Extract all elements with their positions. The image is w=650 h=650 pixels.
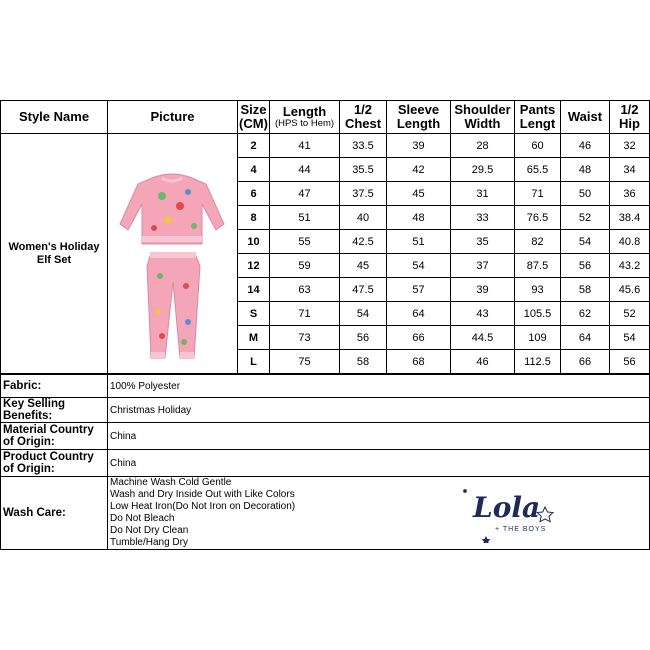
sleeve-length-cell: 68 <box>387 350 451 374</box>
lola-logo <box>459 483 569 543</box>
pants-length-cell: 109 <box>515 326 561 350</box>
hip-cell: 32 <box>610 134 650 158</box>
length-cell: 71 <box>270 302 340 326</box>
sleeve-length-cell: 51 <box>387 230 451 254</box>
length-cell: 73 <box>270 326 340 350</box>
sleeve-length-cell: 39 <box>387 134 451 158</box>
product-origin-row <box>1 450 650 477</box>
shoulder-width-cell: 37 <box>451 254 515 278</box>
waist-cell: 46 <box>561 134 610 158</box>
header-hip: 1/2 Hip <box>610 101 650 134</box>
shoulder-width-cell: 35 <box>451 230 515 254</box>
waist-cell: 66 <box>561 350 610 374</box>
material-origin-value: China <box>108 423 650 450</box>
pants-image <box>147 252 200 358</box>
product-origin-value: China <box>108 450 650 477</box>
key-selling-benefits-label: Key Selling Benefits: <box>1 398 108 423</box>
fabric-value: 100% Polyester <box>108 375 650 398</box>
pants-length-cell: 87.5 <box>515 254 561 278</box>
chest-cell: 35.5 <box>340 158 387 182</box>
logo-tagline: + THE BOYS <box>495 526 547 533</box>
length-cell: 55 <box>270 230 340 254</box>
hip-cell: 38.4 <box>610 206 650 230</box>
sweatshirt-image <box>120 174 224 244</box>
length-cell: 75 <box>270 350 340 374</box>
shoulder-width-cell: 31 <box>451 182 515 206</box>
pants-length-cell: 71 <box>515 182 561 206</box>
length-cell: 51 <box>270 206 340 230</box>
pants-length-cell: 82 <box>515 230 561 254</box>
logo-word: Lola <box>473 491 541 524</box>
header-chest: 1/2 Chest <box>340 101 387 134</box>
shoulder-width-cell: 33 <box>451 206 515 230</box>
length-cell: 47 <box>270 182 340 206</box>
sleeve-length-cell: 48 <box>387 206 451 230</box>
size-chart-sheet <box>0 100 649 550</box>
pajama-set-image <box>108 136 236 366</box>
size-rows <box>1 134 650 374</box>
product-details-table <box>0 374 650 550</box>
header-sleeve-length: Sleeve Length <box>387 101 451 134</box>
length-cell: 44 <box>270 158 340 182</box>
size-cell: 12 <box>238 254 270 278</box>
hip-cell: 56 <box>610 350 650 374</box>
hip-cell: 52 <box>610 302 650 326</box>
wash-care-row <box>1 477 650 550</box>
wash-care-item: Do Not Bleach <box>110 513 175 524</box>
material-origin-row <box>1 423 650 450</box>
wash-care-item: Do Not Dry Clean <box>110 525 189 536</box>
size-cell: 4 <box>238 158 270 182</box>
fabric-row <box>1 375 650 398</box>
header-waist: Waist <box>561 101 610 134</box>
sleeve-length-cell: 57 <box>387 278 451 302</box>
hip-cell: 40.8 <box>610 230 650 254</box>
size-row <box>1 134 650 158</box>
waist-cell: 52 <box>561 206 610 230</box>
shoulder-width-cell: 44.5 <box>451 326 515 350</box>
pants-length-cell: 65.5 <box>515 158 561 182</box>
product-picture-cell <box>108 134 238 374</box>
header-picture: Picture <box>108 101 238 134</box>
pants-length-cell: 93 <box>515 278 561 302</box>
chest-cell: 37.5 <box>340 182 387 206</box>
shoulder-width-cell: 43 <box>451 302 515 326</box>
chest-cell: 42.5 <box>340 230 387 254</box>
chest-cell: 45 <box>340 254 387 278</box>
chest-cell: 56 <box>340 326 387 350</box>
sleeve-length-cell: 42 <box>387 158 451 182</box>
size-cell: 10 <box>238 230 270 254</box>
small-star-icon <box>482 536 491 543</box>
size-cell: M <box>238 326 270 350</box>
pants-length-cell: 60 <box>515 134 561 158</box>
size-cell: 8 <box>238 206 270 230</box>
hip-cell: 36 <box>610 182 650 206</box>
chest-cell: 33.5 <box>340 134 387 158</box>
length-cell: 63 <box>270 278 340 302</box>
chest-cell: 40 <box>340 206 387 230</box>
header-style-name: Style Name <box>1 101 108 134</box>
length-cell: 41 <box>270 134 340 158</box>
chest-cell: 54 <box>340 302 387 326</box>
product-origin-label: Product Country of Origin: <box>1 450 108 477</box>
wash-care-item: Wash and Dry Inside Out with Like Colors <box>110 489 295 500</box>
size-cell: L <box>238 350 270 374</box>
key-selling-benefits-row <box>1 398 650 423</box>
header-pants-length: Pants Lengt <box>515 101 561 134</box>
shoulder-width-cell: 28 <box>451 134 515 158</box>
pants-length-cell: 105.5 <box>515 302 561 326</box>
wash-care-item: Low Heat Iron(Do Not Iron on Decoration) <box>110 501 296 512</box>
sleeve-length-cell: 54 <box>387 254 451 278</box>
waist-cell: 54 <box>561 230 610 254</box>
chest-cell: 58 <box>340 350 387 374</box>
shoulder-width-cell: 29.5 <box>451 158 515 182</box>
waist-cell: 50 <box>561 182 610 206</box>
waist-cell: 48 <box>561 158 610 182</box>
sparkle-icon <box>463 489 467 493</box>
material-origin-label: Material Country of Origin: <box>1 423 108 450</box>
sleeve-length-cell: 66 <box>387 326 451 350</box>
chest-cell: 47.5 <box>340 278 387 302</box>
pants-length-cell: 76.5 <box>515 206 561 230</box>
header-size: Size (CM) <box>238 101 270 134</box>
waist-cell: 64 <box>561 326 610 350</box>
hip-cell: 45.6 <box>610 278 650 302</box>
header-length: Length (HPS to Hem) <box>270 101 340 134</box>
wash-care-item: Machine Wash Cold Gentle <box>110 477 232 488</box>
hip-cell: 34 <box>610 158 650 182</box>
pants-length-cell: 112.5 <box>515 350 561 374</box>
wash-care-label: Wash Care: <box>1 477 108 550</box>
wash-care-item: Tumble/Hang Dry <box>110 537 188 548</box>
hip-cell: 54 <box>610 326 650 350</box>
wash-care-cell <box>108 477 650 550</box>
style-name-cell: Women's Holiday Elf Set <box>1 134 108 374</box>
fabric-label: Fabric: <box>1 375 108 398</box>
shoulder-width-cell: 46 <box>451 350 515 374</box>
hip-cell: 43.2 <box>610 254 650 278</box>
header-row <box>1 101 650 134</box>
sleeve-length-cell: 64 <box>387 302 451 326</box>
waist-cell: 62 <box>561 302 610 326</box>
size-cell: 2 <box>238 134 270 158</box>
length-cell: 59 <box>270 254 340 278</box>
sleeve-length-cell: 45 <box>387 182 451 206</box>
key-selling-benefits-value: Christmas Holiday <box>108 398 650 423</box>
shoulder-width-cell: 39 <box>451 278 515 302</box>
size-chart-table <box>0 100 650 374</box>
waist-cell: 56 <box>561 254 610 278</box>
size-cell: 6 <box>238 182 270 206</box>
header-shoulder-width: Shoulder Width <box>451 101 515 134</box>
size-cell: S <box>238 302 270 326</box>
size-cell: 14 <box>238 278 270 302</box>
waist-cell: 58 <box>561 278 610 302</box>
